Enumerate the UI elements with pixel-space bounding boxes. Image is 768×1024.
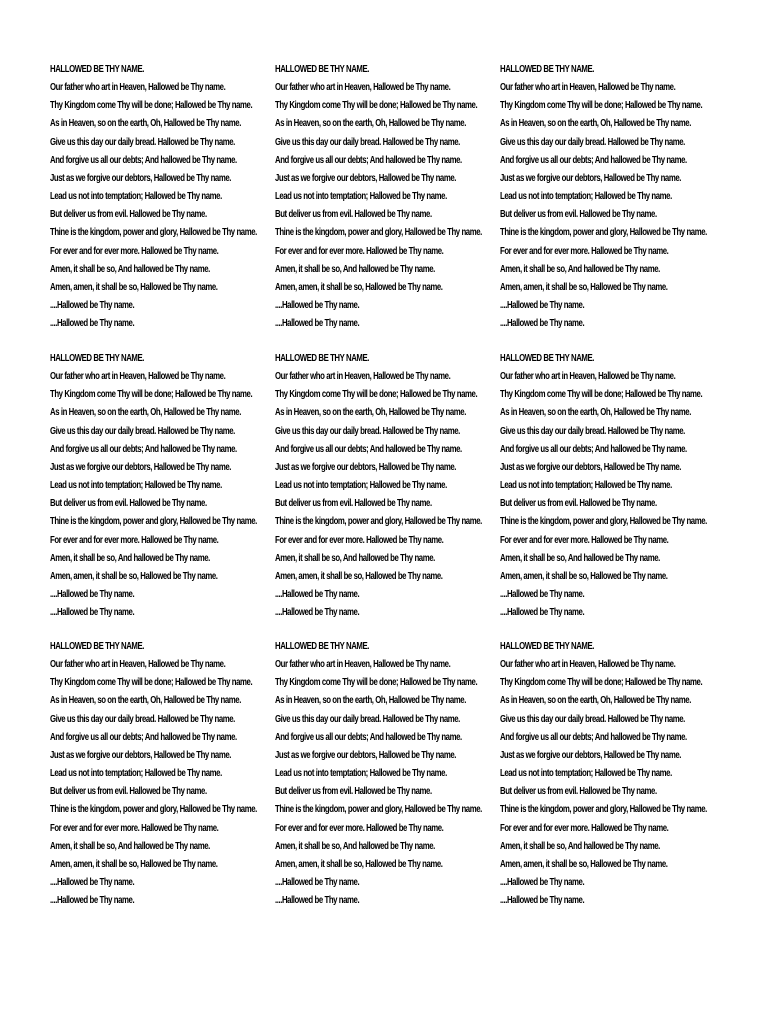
prayer-line: For ever and for ever more. Hallowed be Thy name.: [50, 534, 219, 546]
prayer-line: Amen, amen, it shall be so, Hallowed be Thy name.: [50, 570, 218, 582]
prayer-block: [500, 64, 728, 336]
prayer-line: And forgive us all our debts; And hallowed be Thy name.: [275, 443, 462, 455]
prayer-line: Give us this day our daily bread. Hallowed be Thy name.: [50, 713, 235, 725]
prayer-title: HALLOWED BE THY NAME.: [275, 64, 369, 75]
prayer-line: Amen, it shall be so, And hallowed be Thy name.: [50, 263, 210, 275]
prayer-line: ....Hallowed be Thy name.: [50, 895, 135, 907]
prayer-line: Thine is the kingdom, power and glory, Hallowed be Thy name.: [500, 516, 707, 528]
prayer-line: But deliver us from evil. Hallowed be Thy name.: [275, 498, 432, 510]
prayer-line: Thine is the kingdom, power and glory, Hallowed be Thy name.: [50, 804, 257, 816]
prayer-line: Thy Kingdom come Thy will be done; Hallowed be Thy name.: [275, 389, 478, 401]
prayer-line: Give us this day our daily bread. Hallowed be Thy name.: [50, 136, 235, 148]
prayer-line: And forgive us all our debts; And hallowed be Thy name.: [500, 154, 687, 166]
prayer-line: As in Heaven, so on the earth, Oh, Hallowed be Thy name.: [500, 407, 691, 419]
prayer-line: Amen, it shall be so, And hallowed be Thy name.: [50, 552, 210, 564]
prayer-line: Give us this day our daily bread. Hallowed be Thy name.: [275, 425, 460, 437]
prayer-title: HALLOWED BE THY NAME.: [500, 64, 594, 75]
prayer-line: Our father who art in Heaven, Hallowed be Thy name.: [500, 371, 676, 383]
prayer-line: ....Hallowed be Thy name.: [275, 607, 360, 619]
prayer-line: And forgive us all our debts; And hallowed be Thy name.: [275, 731, 462, 743]
prayer-line: As in Heaven, so on the earth, Oh, Hallowed be Thy name.: [275, 695, 466, 707]
prayer-line: Amen, amen, it shall be so, Hallowed be Thy name.: [500, 858, 668, 870]
prayer-line: As in Heaven, so on the earth, Oh, Hallowed be Thy name.: [500, 695, 691, 707]
prayer-line: But deliver us from evil. Hallowed be Thy name.: [50, 498, 207, 510]
prayer-line: For ever and for ever more. Hallowed be Thy name.: [50, 822, 219, 834]
prayer-line: ....Hallowed be Thy name.: [50, 876, 135, 888]
prayer-title: HALLOWED BE THY NAME.: [50, 64, 144, 75]
prayer-line: Lead us not into temptation; Hallowed be Thy name.: [50, 191, 222, 203]
prayer-line: For ever and for ever more. Hallowed be Thy name.: [275, 245, 444, 257]
prayer-line: For ever and for ever more. Hallowed be Thy name.: [275, 534, 444, 546]
prayer-line: Our father who art in Heaven, Hallowed be Thy name.: [275, 371, 451, 383]
prayer-line: ....Hallowed be Thy name.: [50, 588, 135, 600]
prayer-line: Lead us not into temptation; Hallowed be Thy name.: [500, 480, 672, 492]
prayer-block: [275, 641, 503, 913]
prayer-line: Just as we forgive our debtors, Hallowed be Thy name.: [500, 172, 681, 184]
prayer-line: Just as we forgive our debtors, Hallowed be Thy name.: [500, 749, 681, 761]
prayer-line: And forgive us all our debts; And hallowed be Thy name.: [500, 443, 687, 455]
prayer-line: Lead us not into temptation; Hallowed be Thy name.: [275, 480, 447, 492]
prayer-line: Amen, amen, it shall be so, Hallowed be Thy name.: [275, 281, 443, 293]
prayer-line: For ever and for ever more. Hallowed be Thy name.: [50, 245, 219, 257]
prayer-line: ....Hallowed be Thy name.: [500, 895, 585, 907]
prayer-line: Thine is the kingdom, power and glory, Hallowed be Thy name.: [275, 516, 482, 528]
prayer-line: ....Hallowed be Thy name.: [275, 318, 360, 330]
prayer-line: Amen, it shall be so, And hallowed be Thy name.: [50, 840, 210, 852]
prayer-line: But deliver us from evil. Hallowed be Thy name.: [50, 209, 207, 221]
prayer-line: Thy Kingdom come Thy will be done; Hallowed be Thy name.: [500, 100, 703, 112]
prayer-line: But deliver us from evil. Hallowed be Thy name.: [500, 209, 657, 221]
prayer-title: HALLOWED BE THY NAME.: [275, 641, 369, 652]
prayer-block: [50, 353, 278, 625]
prayer-line: Our father who art in Heaven, Hallowed be Thy name.: [500, 82, 676, 94]
prayer-line: Give us this day our daily bread. Hallowed be Thy name.: [275, 136, 460, 148]
prayer-line: Thy Kingdom come Thy will be done; Hallowed be Thy name.: [500, 389, 703, 401]
prayer-line: ....Hallowed be Thy name.: [500, 607, 585, 619]
prayer-line: Thy Kingdom come Thy will be done; Hallowed be Thy name.: [500, 677, 703, 689]
prayer-line: And forgive us all our debts; And hallowed be Thy name.: [275, 154, 462, 166]
prayer-line: Thy Kingdom come Thy will be done; Hallowed be Thy name.: [50, 677, 253, 689]
prayer-line: Amen, amen, it shall be so, Hallowed be Thy name.: [500, 570, 668, 582]
prayer-line: Our father who art in Heaven, Hallowed be Thy name.: [275, 659, 451, 671]
prayer-line: For ever and for ever more. Hallowed be Thy name.: [500, 245, 669, 257]
prayer-line: For ever and for ever more. Hallowed be Thy name.: [500, 534, 669, 546]
prayer-line: Amen, amen, it shall be so, Hallowed be Thy name.: [275, 570, 443, 582]
prayer-line: Lead us not into temptation; Hallowed be Thy name.: [50, 768, 222, 780]
prayer-title: HALLOWED BE THY NAME.: [50, 353, 144, 364]
prayer-line: Amen, it shall be so, And hallowed be Thy name.: [500, 263, 660, 275]
prayer-line: Lead us not into temptation; Hallowed be Thy name.: [275, 191, 447, 203]
prayer-line: Amen, it shall be so, And hallowed be Thy name.: [500, 840, 660, 852]
prayer-line: ....Hallowed be Thy name.: [275, 299, 360, 311]
prayer-line: As in Heaven, so on the earth, Oh, Hallowed be Thy name.: [500, 118, 691, 130]
prayer-line: ....Hallowed be Thy name.: [50, 607, 135, 619]
prayer-line: Just as we forgive our debtors, Hallowed be Thy name.: [50, 172, 231, 184]
prayer-line: Thine is the kingdom, power and glory, Hallowed be Thy name.: [275, 804, 482, 816]
prayer-line: Thy Kingdom come Thy will be done; Hallowed be Thy name.: [50, 389, 253, 401]
prayer-title: HALLOWED BE THY NAME.: [275, 353, 369, 364]
prayer-line: But deliver us from evil. Hallowed be Thy name.: [500, 498, 657, 510]
prayer-line: Lead us not into temptation; Hallowed be Thy name.: [500, 191, 672, 203]
prayer-line: Our father who art in Heaven, Hallowed be Thy name.: [50, 659, 226, 671]
prayer-line: Just as we forgive our debtors, Hallowed be Thy name.: [50, 749, 231, 761]
prayer-line: As in Heaven, so on the earth, Oh, Hallowed be Thy name.: [275, 407, 466, 419]
prayer-line: As in Heaven, so on the earth, Oh, Hallowed be Thy name.: [50, 695, 241, 707]
prayer-line: And forgive us all our debts; And hallowed be Thy name.: [50, 154, 237, 166]
prayer-line: But deliver us from evil. Hallowed be Thy name.: [275, 209, 432, 221]
prayer-line: ....Hallowed be Thy name.: [275, 876, 360, 888]
prayer-line: Amen, amen, it shall be so, Hallowed be Thy name.: [50, 281, 218, 293]
prayer-line: Thine is the kingdom, power and glory, Hallowed be Thy name.: [50, 227, 257, 239]
prayer-line: As in Heaven, so on the earth, Oh, Hallowed be Thy name.: [50, 118, 241, 130]
prayer-line: Our father who art in Heaven, Hallowed be Thy name.: [50, 82, 226, 94]
prayer-line: Our father who art in Heaven, Hallowed be Thy name.: [50, 371, 226, 383]
prayer-line: Just as we forgive our debtors, Hallowed be Thy name.: [50, 461, 231, 473]
prayer-line: For ever and for ever more. Hallowed be Thy name.: [275, 822, 444, 834]
prayer-title: HALLOWED BE THY NAME.: [500, 641, 594, 652]
prayer-line: As in Heaven, so on the earth, Oh, Hallowed be Thy name.: [50, 407, 241, 419]
prayer-line: Amen, it shall be so, And hallowed be Thy name.: [275, 552, 435, 564]
prayer-line: Thy Kingdom come Thy will be done; Hallowed be Thy name.: [275, 677, 478, 689]
prayer-line: Our father who art in Heaven, Hallowed be Thy name.: [500, 659, 676, 671]
prayer-block: [50, 641, 278, 913]
prayer-line: And forgive us all our debts; And hallowed be Thy name.: [50, 443, 237, 455]
prayer-line: Give us this day our daily bread. Hallowed be Thy name.: [500, 713, 685, 725]
prayer-line: ....Hallowed be Thy name.: [500, 299, 585, 311]
prayer-sheet: [50, 64, 740, 914]
prayer-line: Just as we forgive our debtors, Hallowed be Thy name.: [275, 461, 456, 473]
prayer-line: Thine is the kingdom, power and glory, Hallowed be Thy name.: [275, 227, 482, 239]
prayer-line: Amen, it shall be so, And hallowed be Thy name.: [275, 840, 435, 852]
prayer-line: And forgive us all our debts; And hallowed be Thy name.: [50, 731, 237, 743]
prayer-line: But deliver us from evil. Hallowed be Thy name.: [500, 786, 657, 798]
prayer-line: Lead us not into temptation; Hallowed be Thy name.: [500, 768, 672, 780]
prayer-line: And forgive us all our debts; And hallowed be Thy name.: [500, 731, 687, 743]
prayer-line: Amen, it shall be so, And hallowed be Thy name.: [275, 263, 435, 275]
prayer-line: But deliver us from evil. Hallowed be Thy name.: [275, 786, 432, 798]
prayer-line: Just as we forgive our debtors, Hallowed be Thy name.: [275, 172, 456, 184]
prayer-line: Give us this day our daily bread. Hallowed be Thy name.: [275, 713, 460, 725]
prayer-line: Just as we forgive our debtors, Hallowed be Thy name.: [275, 749, 456, 761]
prayer-block: [275, 64, 503, 336]
prayer-line: Thine is the kingdom, power and glory, Hallowed be Thy name.: [500, 804, 707, 816]
prayer-line: Thy Kingdom come Thy will be done; Hallowed be Thy name.: [275, 100, 478, 112]
prayer-line: Lead us not into temptation; Hallowed be Thy name.: [275, 768, 447, 780]
prayer-line: Give us this day our daily bread. Hallowed be Thy name.: [500, 136, 685, 148]
prayer-line: Amen, amen, it shall be so, Hallowed be Thy name.: [275, 858, 443, 870]
prayer-block: [500, 353, 728, 625]
prayer-line: ....Hallowed be Thy name.: [275, 588, 360, 600]
prayer-line: Amen, amen, it shall be so, Hallowed be Thy name.: [50, 858, 218, 870]
prayer-block: [275, 353, 503, 625]
prayer-line: Thine is the kingdom, power and glory, Hallowed be Thy name.: [50, 516, 257, 528]
prayer-line: ....Hallowed be Thy name.: [500, 318, 585, 330]
prayer-line: Give us this day our daily bread. Hallowed be Thy name.: [50, 425, 235, 437]
prayer-line: ....Hallowed be Thy name.: [500, 876, 585, 888]
prayer-line: Thy Kingdom come Thy will be done; Hallowed be Thy name.: [50, 100, 253, 112]
prayer-line: As in Heaven, so on the earth, Oh, Hallowed be Thy name.: [275, 118, 466, 130]
prayer-line: Amen, amen, it shall be so, Hallowed be Thy name.: [500, 281, 668, 293]
prayer-title: HALLOWED BE THY NAME.: [500, 353, 594, 364]
prayer-line: Just as we forgive our debtors, Hallowed be Thy name.: [500, 461, 681, 473]
prayer-block: [500, 641, 728, 913]
prayer-line: For ever and for ever more. Hallowed be Thy name.: [500, 822, 669, 834]
prayer-line: But deliver us from evil. Hallowed be Thy name.: [50, 786, 207, 798]
prayer-line: ....Hallowed be Thy name.: [500, 588, 585, 600]
prayer-line: Give us this day our daily bread. Hallowed be Thy name.: [500, 425, 685, 437]
prayer-line: ....Hallowed be Thy name.: [275, 895, 360, 907]
prayer-line: ....Hallowed be Thy name.: [50, 299, 135, 311]
prayer-line: Our father who art in Heaven, Hallowed be Thy name.: [275, 82, 451, 94]
prayer-line: Lead us not into temptation; Hallowed be Thy name.: [50, 480, 222, 492]
prayer-title: HALLOWED BE THY NAME.: [50, 641, 144, 652]
prayer-block: [50, 64, 278, 336]
prayer-line: ....Hallowed be Thy name.: [50, 318, 135, 330]
prayer-line: Amen, it shall be so, And hallowed be Thy name.: [500, 552, 660, 564]
prayer-line: Thine is the kingdom, power and glory, Hallowed be Thy name.: [500, 227, 707, 239]
